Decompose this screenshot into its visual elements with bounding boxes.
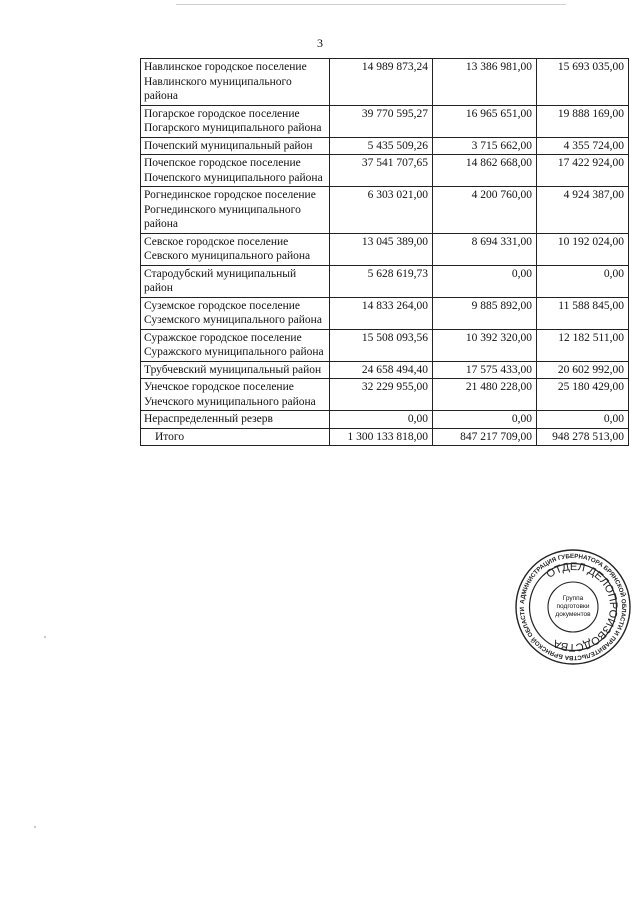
amount-col3-cell: 20 602 992,00 bbox=[537, 361, 629, 379]
budget-table bbox=[140, 58, 629, 446]
table-row bbox=[141, 379, 629, 411]
table-row bbox=[141, 187, 629, 234]
amount-col1-cell: 24 658 494,40 bbox=[330, 361, 433, 379]
municipality-name-cell: Рогнединское городское поселение Рогнединского муниципального района bbox=[141, 187, 330, 234]
amount-col1-cell: 5 628 619,73 bbox=[330, 265, 433, 297]
total-row bbox=[141, 428, 629, 446]
municipality-name-cell: Трубчевский муниципальный район bbox=[141, 361, 330, 379]
amount-col2-cell: 3 715 662,00 bbox=[433, 137, 537, 155]
amount-col2-cell: 0,00 bbox=[433, 265, 537, 297]
office-stamp bbox=[514, 548, 632, 666]
amount-col2-cell: 14 862 668,00 bbox=[433, 155, 537, 187]
top-rule bbox=[176, 4, 566, 5]
stamp-center-line: документов bbox=[555, 611, 591, 618]
table-row bbox=[141, 137, 629, 155]
amount-col1-cell: 14 833 264,00 bbox=[330, 297, 433, 329]
amount-col2-cell: 21 480 228,00 bbox=[433, 379, 537, 411]
table-row bbox=[141, 361, 629, 379]
scan-speck bbox=[34, 826, 36, 828]
amount-col3-cell: 17 422 924,00 bbox=[537, 155, 629, 187]
table-row bbox=[141, 329, 629, 361]
stamp-center-line: Группа bbox=[562, 595, 584, 602]
amount-col3-cell: 11 588 845,00 bbox=[537, 297, 629, 329]
municipality-name-cell: Суземское городское поселение Суземского муниципального района bbox=[141, 297, 330, 329]
page-number: 3 bbox=[317, 36, 323, 50]
table-row bbox=[141, 265, 629, 297]
amount-col3-cell: 0,00 bbox=[537, 411, 629, 429]
amount-col3-cell: 25 180 429,00 bbox=[537, 379, 629, 411]
municipality-name-cell: Нераспределенный резерв bbox=[141, 411, 330, 429]
municipality-name-cell: Унечское городское поселение Унечского муниципального района bbox=[141, 379, 330, 411]
amount-col3-cell: 10 192 024,00 bbox=[537, 233, 629, 265]
amount-col1-cell: 1 300 133 818,00 bbox=[330, 428, 433, 446]
table-row bbox=[141, 105, 629, 137]
municipality-name-cell: Погарское городское поселение Погарского муниципального района bbox=[141, 105, 330, 137]
municipality-name-cell: Итого bbox=[141, 428, 330, 446]
amount-col2-cell: 0,00 bbox=[433, 411, 537, 429]
stamp-outer-text: АДМИНИСТРАЦИЯ ГУБЕРНАТОРА БРЯНСКОЙ ОБЛАСТИ И ПРАВИТЕЛЬСТВА БРЯНСКОЙ ОБЛАСТИ bbox=[518, 552, 628, 662]
table-row bbox=[141, 233, 629, 265]
amount-col2-cell: 10 392 320,00 bbox=[433, 329, 537, 361]
table-row bbox=[141, 411, 629, 429]
amount-col1-cell: 14 989 873,24 bbox=[330, 59, 433, 106]
table-row bbox=[141, 297, 629, 329]
amount-col2-cell: 13 386 981,00 bbox=[433, 59, 537, 106]
stamp-inner-text: ОТДЕЛ ДЕЛОПРОИЗВОДСТВА bbox=[544, 560, 620, 654]
amount-col1-cell: 32 229 955,00 bbox=[330, 379, 433, 411]
table-row bbox=[141, 155, 629, 187]
budget-table-body bbox=[141, 59, 629, 446]
amount-col1-cell: 13 045 389,00 bbox=[330, 233, 433, 265]
amount-col1-cell: 39 770 595,27 bbox=[330, 105, 433, 137]
amount-col2-cell: 17 575 433,00 bbox=[433, 361, 537, 379]
amount-col3-cell: 15 693 035,00 bbox=[537, 59, 629, 106]
amount-col2-cell: 847 217 709,00 bbox=[433, 428, 537, 446]
amount-col3-cell: 948 278 513,00 bbox=[537, 428, 629, 446]
municipality-name-cell: Стародубский муниципальный район bbox=[141, 265, 330, 297]
amount-col2-cell: 16 965 651,00 bbox=[433, 105, 537, 137]
municipality-name-cell: Суражское городское поселение Суражского муниципального района bbox=[141, 329, 330, 361]
stamp-center-line: подготовки bbox=[556, 603, 590, 610]
municipality-name-cell: Навлинское городское поселение Навлинского муниципального района bbox=[141, 59, 330, 106]
municipality-name-cell: Севское городское поселение Севского муниципального района bbox=[141, 233, 330, 265]
table-row bbox=[141, 59, 629, 106]
municipality-name-cell: Почепское городское поселение Почепского муниципального района bbox=[141, 155, 330, 187]
amount-col3-cell: 0,00 bbox=[537, 265, 629, 297]
amount-col3-cell: 19 888 169,00 bbox=[537, 105, 629, 137]
amount-col3-cell: 4 355 724,00 bbox=[537, 137, 629, 155]
scan-speck bbox=[44, 636, 46, 638]
stamp-center-text bbox=[514, 548, 632, 666]
amount-col1-cell: 6 303 021,00 bbox=[330, 187, 433, 234]
amount-col2-cell: 8 694 331,00 bbox=[433, 233, 537, 265]
amount-col1-cell: 15 508 093,56 bbox=[330, 329, 433, 361]
amount-col1-cell: 37 541 707,65 bbox=[330, 155, 433, 187]
amount-col1-cell: 5 435 509,26 bbox=[330, 137, 433, 155]
amount-col3-cell: 4 924 387,00 bbox=[537, 187, 629, 234]
amount-col1-cell: 0,00 bbox=[330, 411, 433, 429]
amount-col2-cell: 9 885 892,00 bbox=[433, 297, 537, 329]
amount-col3-cell: 12 182 511,00 bbox=[537, 329, 629, 361]
amount-col2-cell: 4 200 760,00 bbox=[433, 187, 537, 234]
municipality-name-cell: Почепский муниципальный район bbox=[141, 137, 330, 155]
